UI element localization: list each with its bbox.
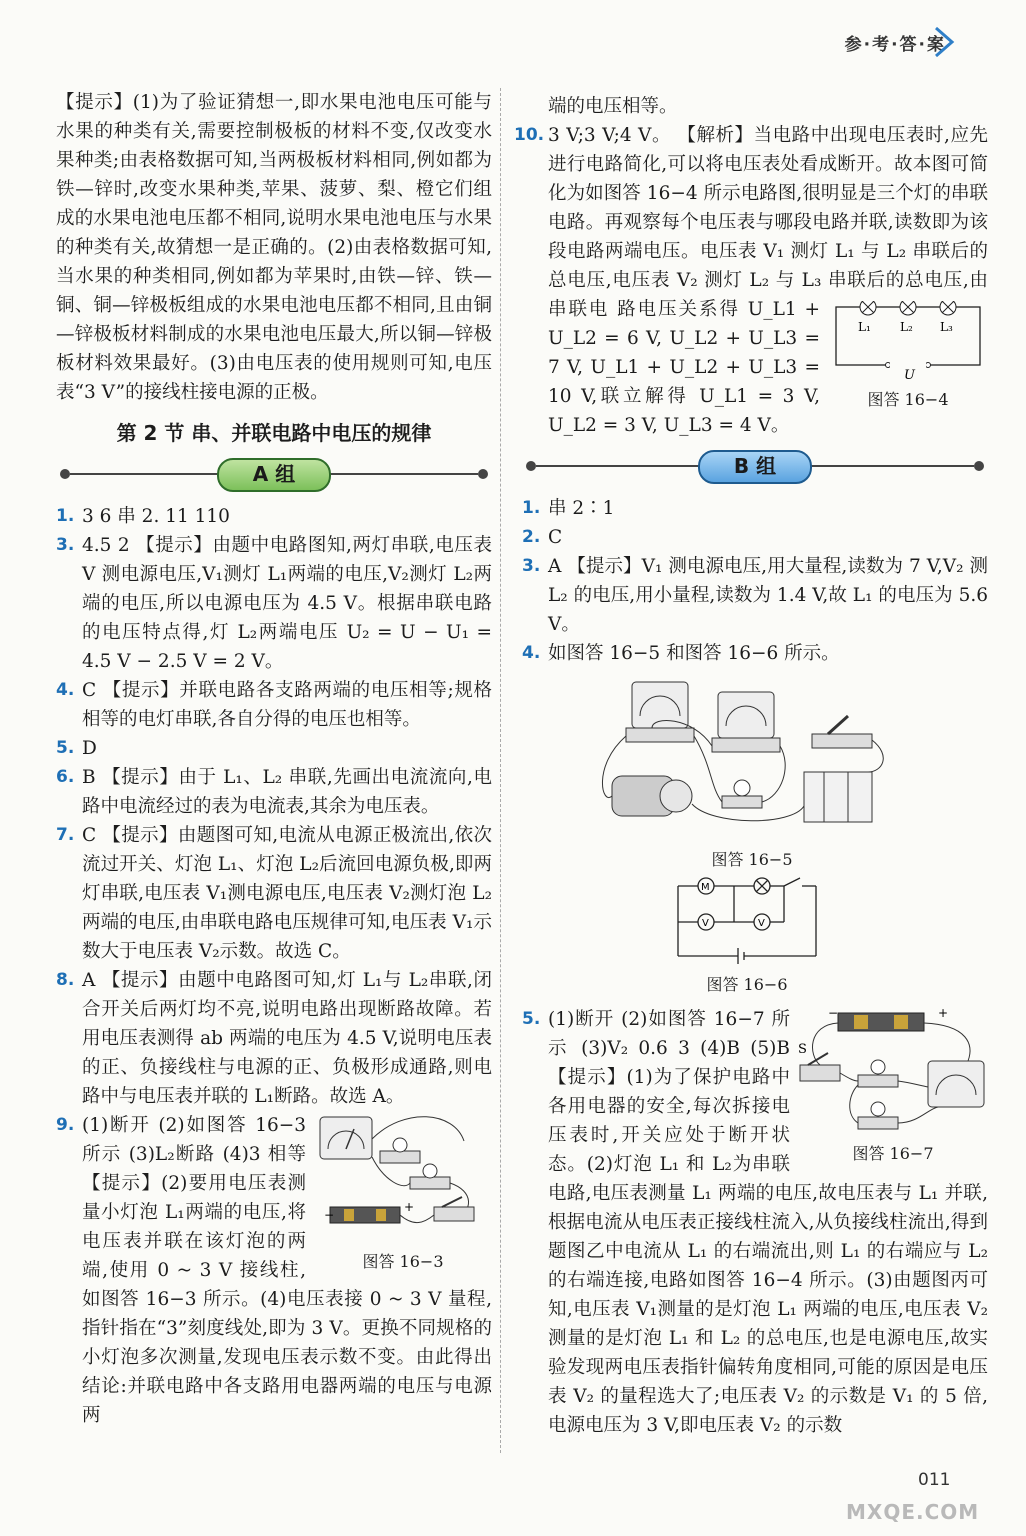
svg-text:M: M [701,882,710,893]
circuit-diagram-16-6 [672,876,822,966]
watermark-logo: MXQE.COM [846,1500,980,1524]
answer-item-9: 9. − + 图答 16−3 (1)断开 (2)如图答 16−3 所示 (3)L₂断路 (4)3 相等 【提示】(2)要用电压表测量小灯泡 L₁两端的电压,将电压表并联在该灯泡的两端,使用 0 ~ 3 V 接线柱, 如图答 16−3 所示。(4)电压表接 0 ~ 3 V 量程,指针指在“3”刻度线处,即为 3 V。更换不同规格的小灯泡多次测量,发现电压表示数不变。由此得出结论:并联电路中各支路用电器两端的电压与电源两 [56,1111,492,1430]
group-a-banner [56,458,492,490]
svg-text:−: − [828,1006,839,1020]
answer-item: 1. 3 6 串 2. 11 110 [56,506,230,527]
hint-paragraph: 【提示】(1)为了验证猜想一,即水果电池电压可能与水果的种类有关,需要控制极板的材料不变,仅改变水果种类;由表格数据可知,当两极板材料相同,例如都为铁—锌时,改变水果种类,苹果、菠萝、梨、橙它们组成的水果电池电压都不相同,说明水果电池电压与水果的种类有关,故猜想一是正确的。(2)由表格数据可知,当水果的种类相同,例如都为苹果时,由铁—锌、铁—铜、铜—锌极板组成的水果电池电压都不相同,且由铜—锌极板材料制成的水果电池电压最大,所以铜—锌极板材料效果最好。(3)由电压表的使用规则可知,电压表“3 V”的接线柱接电源的正极。 [56,92,492,403]
figure-16-4 [828,301,988,410]
answer-item: 4. C 【提示】并联电路各支路两端的电压相等;规格相等的电灯串联,各自分得的电压也相等。 [56,680,492,730]
answer-item: 2. C [522,527,563,548]
answer-item-5: 5. − + S 图答 16−7 (1)断开 (2)如图答 16−7 所示 (3)V₂ 0.6 3 (4)B (5)B 【提示】(1)为了保护电路中各用电器的安全,每次拆接电压表时,开关应处于断开状态。(2)灯泡 L₁ 和 L₂为串联电路,电压表测量 L₁ 两端的电压,故电压表与 L₁ 并联,根据电流从电压表正接线柱流入,从负接线柱流出,得到题图乙中电流从 L₁ 的右端流出,则 L₁ 的右端应与 L₂ 的右端连接,电路如图答 16−4 所示。(3)由题图丙可知,电压表 V₁测量的是灯泡 L₁ 两端的电压,电压表 V₂ 测量的是灯泡 L₁ 和 L₂ 的总电压,也是电源电压,故实验发现两电压表指针偏转角度相同,可能的原因是电压表 V₂ 的量程选大了;电压表 V₂ 的示数是 V₁ 的 5 倍,电源电压为 3 V,即电压表 V₂ 的示数 [522,1006,988,1436]
answer-item-10: 10. 3 V;3 V;4 V。 【解析】当电路中出现电压表时,应先进行电路简化,可以将电压表处看成断开。故本图可简化为如图答 16−4 所示电路图,很明显是三个灯的串联电路。再观察每个电压表与哪段电路并联,读数即为该段电路两端电压。电压表 V₁ 测灯 L₁ 与 L₂ 串联后的总电压,电压表 V₂ 测灯 L₂ 与 L₃ 串联后的总电压,由串联电 L₁ L₂ L₃ U 图答 16−4 路电压关系得 U_L1 + U_L2 = 6 V, U_L2 + U_L3 = 7 V, U_L1 + U_L2 + U_L3 = 10 V,联立解得 U_L1 = 3 V, U_L2 = 3 V, U_L3 = 4 V。 [514,125,988,436]
answer-item: 5. D [56,738,97,759]
page-number: 011 [918,1470,951,1490]
figure-16-7 [798,1005,988,1164]
circuit-diagram-16-4 [828,301,988,381]
label-l3: L₃ [940,320,953,334]
label-l1: L₁ [858,320,871,334]
circuit-diagram-16-3 [314,1111,492,1243]
page-header: 参·考·答·案 [844,35,946,55]
column-divider [500,88,501,1453]
group-b-label: B 组 [698,450,812,484]
figure-16-3 [314,1111,492,1272]
answer-item: 4. 如图答 16−5 和图答 16−6 所示。 [522,643,840,664]
circuit-photo-16-7 [798,1005,988,1135]
figure-caption: 图答 16−5 [711,850,793,869]
continued-text: 端的电压相等。 [548,96,678,117]
svg-text:+: + [938,1006,949,1020]
svg-text:S: S [798,1042,807,1057]
group-a-label: A 组 [217,458,331,492]
chevron-right-icon [932,24,956,60]
circuit-photo-16-5 [592,676,912,841]
svg-text:V: V [702,918,709,929]
figure-16-6 [672,876,822,995]
svg-text:−: − [324,1208,335,1222]
answer-item: 8. A 【提示】由题中电路图可知,灯 L₁与 L₂串联,闭合开关后两灯均不亮,说明电路出现断路故障。若用电压表测得 ab 两端的电压为 4.5 V,说明电压表的正、负接线柱与电源的正、负极形成通路,则电路中与电压表并联的 L₁断路。故选 A。 [56,970,492,1107]
figure-caption: 图答 16−3 [362,1252,444,1271]
left-column [56,88,492,1430]
group-b-banner [522,450,988,482]
figure-caption: 图答 16−7 [852,1144,934,1163]
figure-caption: 图答 16−6 [706,975,788,994]
answer-item: 3. A 【提示】V₁ 测电源电压,用大量程,读数为 7 V,V₂ 测 L₂ 的电压,用小量程,读数为 1.4 V,故 L₁ 的电压为 5.6 V。 [522,556,988,635]
label-u: U [904,368,915,381]
answer-item: 3. 4.5 2 【提示】由题中电路图知,两灯串联,电压表 V 测电源电压,V₁测灯 L₁两端的电压,V₂测灯 L₂两端的电压,所以电源电压为 4.5 V。根据串联电路的电压特点得,灯 L₂两端电压 U₂ = U − U₁ = 4.5 V − 2.5 V = 2 V。 [56,535,492,672]
answer-item: 6. B 【提示】由于 L₁、L₂ 串联,先画出电流流向,电路中电流经过的表为电流表,其余为电压表。 [56,767,492,817]
svg-text:+: + [404,1200,415,1214]
answer-item: 7. C 【提示】由题图可知,电流从电源正极流出,依次流过开关、灯泡 L₁、灯泡 L₂后流回电源负极,即两灯串联,电压表 V₁测电源电压,电压表 V₂测灯泡 L₂两端的电压,由串联电路电压规律可知,电压表 V₁示数大于电压表 V₂示数。故选 C。 [56,825,492,962]
svg-text:V: V [758,918,765,929]
right-column [514,92,988,1440]
answer-item: 1. 串 2∶1 [522,498,615,519]
figure-caption: 图答 16−4 [867,390,949,409]
section-title: 第 2 节 串、并联电路中电压的规律 [116,421,432,445]
label-l2: L₂ [900,320,913,334]
figure-16-5 [592,676,912,870]
